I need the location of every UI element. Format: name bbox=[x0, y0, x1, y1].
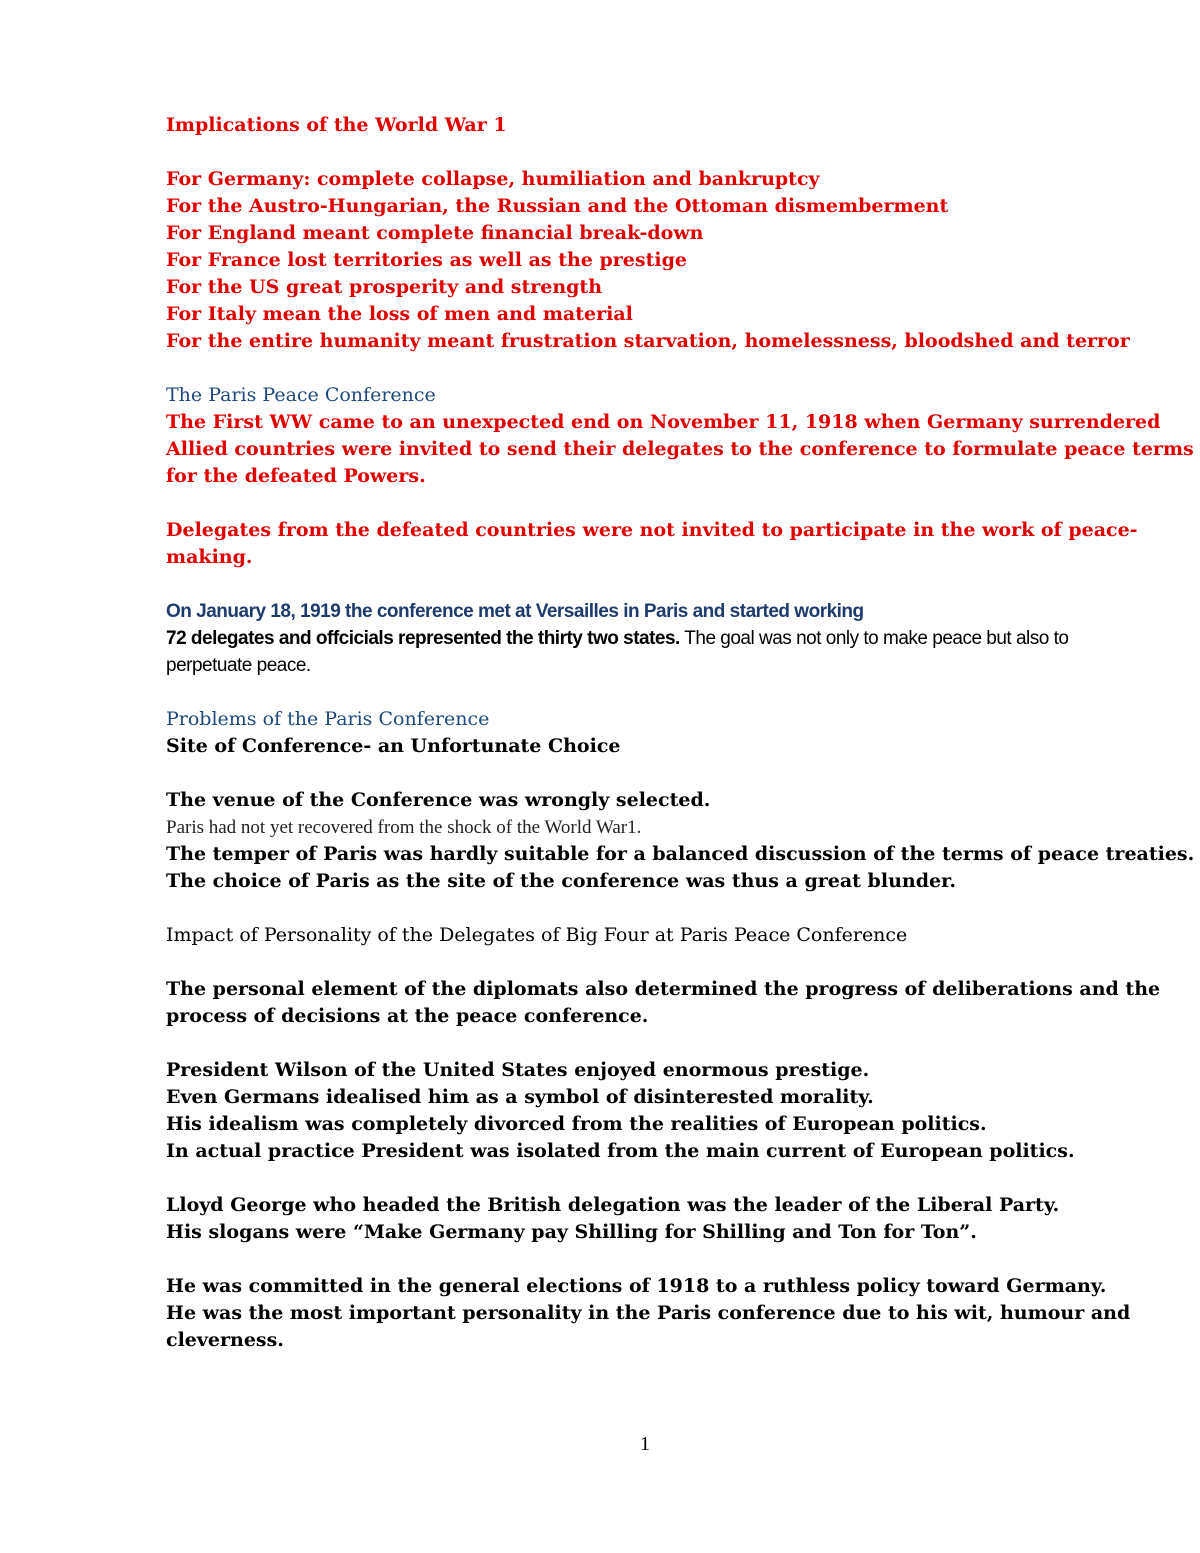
committed-line: He was committed in the general elections of 1918 to a ruthless policy toward Germany. bbox=[166, 1275, 1107, 1297]
defeated-line: making. bbox=[166, 546, 253, 568]
wilson-line: Even Germans idealised him as a symbol of disinterested morality. bbox=[166, 1086, 874, 1108]
versailles-line-3: perpetuate peace. bbox=[166, 655, 311, 676]
implication-line: For the entire humanity meant frustration starvation, homelessness, bloodshed and terror bbox=[166, 330, 1130, 352]
wilson-line: President Wilson of the United States enjoyed enormous prestige. bbox=[166, 1059, 870, 1081]
section-heading-conference: The Paris Peace Conference bbox=[166, 384, 436, 406]
wilson-line: His idealism was completely divorced from the realities of European politics. bbox=[166, 1113, 987, 1135]
implication-line: For England meant complete financial break-down bbox=[166, 222, 704, 244]
conference-line: The First WW came to an unexpected end on November 11, 1918 when Germany surrendered bbox=[166, 411, 1161, 433]
implication-line: For the US great prosperity and strength bbox=[166, 276, 603, 298]
conference-line: Allied countries were invited to send their delegates to the conference to formulate peace terms bbox=[166, 438, 1194, 460]
committed-line: cleverness. bbox=[166, 1329, 284, 1351]
versailles-normal-text: The goal was not only to make peace but also to bbox=[679, 628, 1069, 649]
impact-heading: Impact of Personality of the Delegates of Big Four at Paris Peace Conference bbox=[166, 924, 908, 946]
section-heading-problems: Problems of the Paris Conference bbox=[166, 708, 490, 730]
personal-line: process of decisions at the peace conference. bbox=[166, 1005, 649, 1027]
versailles-bold-text: 72 delegates and offcicials represented the thirty two states. bbox=[166, 628, 680, 649]
wilson-line: In actual practice President was isolated from the main current of European politics. bbox=[166, 1140, 1075, 1162]
lloyd-line: Lloyd George who headed the British delegation was the leader of the Liberal Party. bbox=[166, 1194, 1060, 1216]
venue-line: The choice of Paris as the site of the conference was thus a great blunder. bbox=[166, 870, 956, 892]
venue-line: The temper of Paris was hardly suitable for a balanced discussion of the terms of peace treaties. bbox=[166, 843, 1195, 865]
lloyd-line: His slogans were “Make Germany pay Shilling for Shilling and Ton for Ton”. bbox=[166, 1221, 977, 1243]
versailles-heading: On January 18, 1919 the conference met at Versailles in Paris and started working bbox=[166, 601, 864, 622]
implication-line: For France lost territories as well as the prestige bbox=[166, 249, 687, 271]
defeated-line: Delegates from the defeated countries were not invited to participate in the work of peace- bbox=[166, 519, 1138, 541]
document-body bbox=[166, 112, 1195, 1354]
conference-line: for the defeated Powers. bbox=[166, 465, 426, 487]
personal-line: The personal element of the diplomats also determined the progress of deliberations and the bbox=[166, 978, 1161, 1000]
venue-line: Paris had not yet recovered from the shock of the World War1. bbox=[166, 817, 642, 838]
implication-line: For Italy mean the loss of men and material bbox=[166, 303, 633, 325]
implication-line: For Germany: complete collapse, humiliation and bankruptcy bbox=[166, 168, 820, 190]
versailles-paragraph bbox=[166, 625, 1126, 652]
committed-line: He was the most important personality in the Paris conference due to his wit, humour and bbox=[166, 1302, 1131, 1324]
page-number: 1 bbox=[640, 1433, 650, 1455]
page-title: Implications of the World War 1 bbox=[166, 114, 507, 136]
venue-line: The venue of the Conference was wrongly selected. bbox=[166, 789, 711, 811]
site-subheading: Site of Conference- an Unfortunate Choice bbox=[166, 735, 621, 757]
implication-line: For the Austro-Hungarian, the Russian and the Ottoman dismemberment bbox=[166, 195, 949, 217]
